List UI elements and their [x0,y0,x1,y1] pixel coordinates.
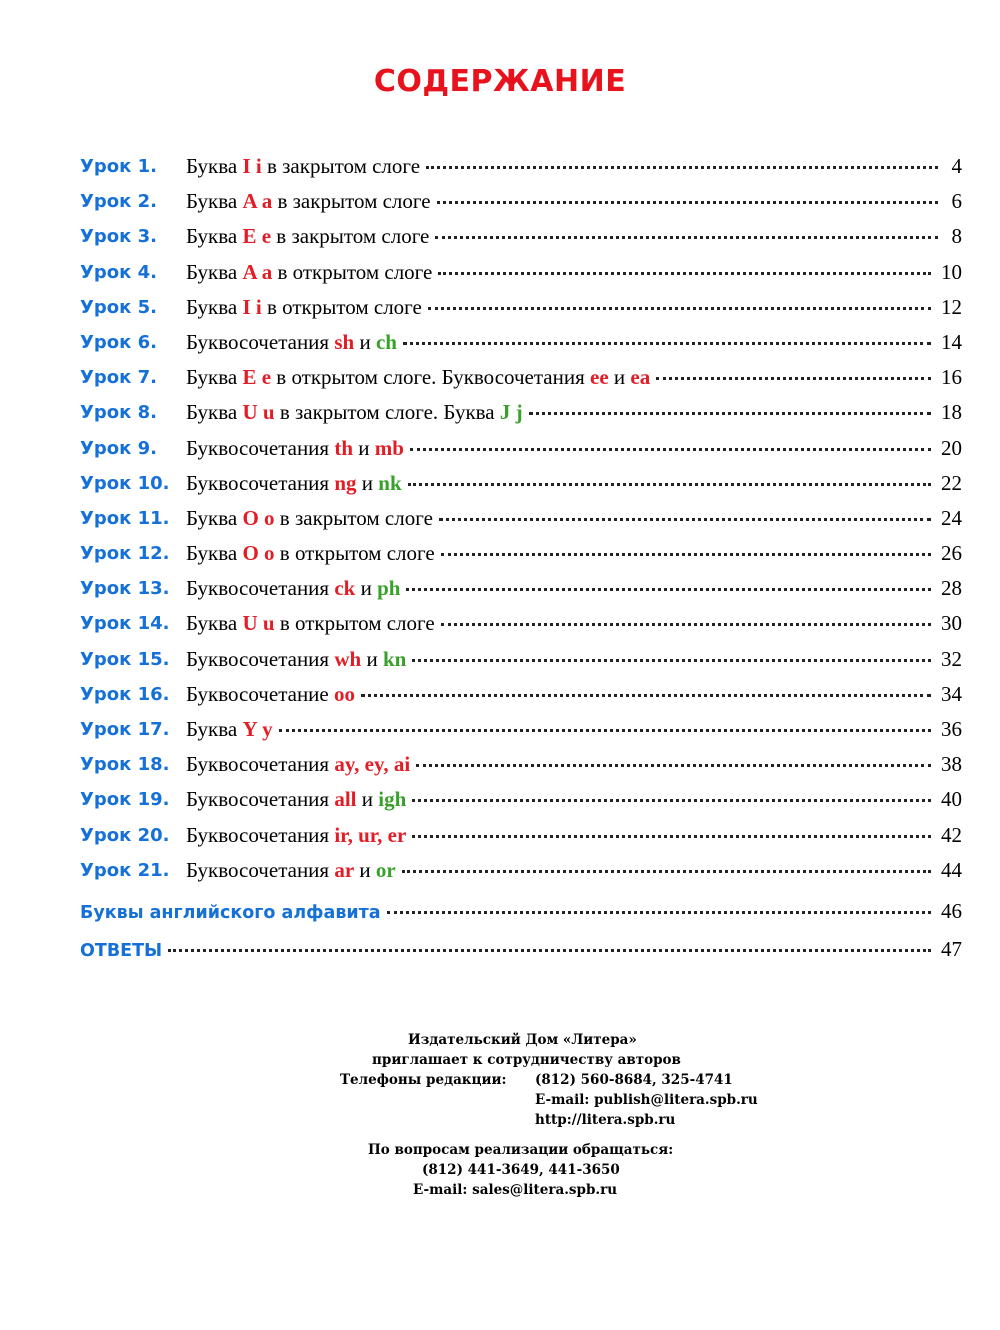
page-number: 32 [941,646,962,671]
page-number: 24 [941,505,962,530]
toc-entry [186,576,962,601]
dot-leader [410,448,931,451]
toc-entry [186,295,962,320]
highlighted-letters: ck [334,576,356,601]
highlighted-letters: or [375,857,396,882]
dot-leader [412,835,931,838]
toc-row[interactable] [80,326,962,361]
highlighted-letters: ng [334,470,357,495]
lesson-number: Урок 7. [80,367,157,389]
toc-entry [186,787,962,812]
page-number: 28 [941,576,962,601]
dot-leader [412,799,931,802]
toc-row[interactable] [80,643,962,678]
lesson-number: Урок 11. [80,507,170,529]
highlighted-letters: ph [377,576,401,601]
page-number: 6 [951,189,962,214]
entry-text: в открытом слоге [261,294,422,319]
toc-row[interactable] [80,502,962,537]
toc-row[interactable] [80,396,962,431]
lesson-number: Урок 15. [80,648,170,670]
highlighted-letters: O o [242,505,275,530]
lesson-number: Урок 1. [80,156,157,177]
publisher-name: Издательский Дом «Литера» [408,1032,637,1048]
lesson-number: Урок 19. [80,789,170,811]
page-number: 34 [941,681,962,706]
page-number: 38 [941,752,962,777]
dot-leader [656,377,931,380]
highlighted-letters: E e [242,224,272,249]
sales-phones: (812) 441-3649, 441-3650 [422,1162,620,1178]
toc-row[interactable] [80,678,962,713]
sales-title: По вопросам реализации обращаться: [368,1142,674,1158]
lesson-number: Урок 2. [80,191,157,213]
highlighted-letters: Y y [242,717,273,741]
dot-leader [441,553,931,556]
highlighted-letters: O o [242,541,275,566]
toc-row[interactable] [80,748,962,783]
lesson-number: Урок 17. [80,719,170,740]
lesson-number: Урок 18. [80,754,170,776]
entry-text: в открытом слоге [274,611,435,636]
entry-text: в закрытом слоге [272,189,431,214]
page-number: 40 [941,787,962,812]
entry-text: Буква [186,717,243,741]
entry-text: Буквосочетания [186,435,335,460]
page-number: 42 [941,822,962,847]
toc-row[interactable] [80,929,962,969]
dot-leader [439,518,931,521]
highlighted-letters: I i [242,294,262,319]
highlighted-letters: J j [499,400,523,425]
toc-row[interactable] [80,889,962,929]
dot-leader [428,307,931,310]
toc-entry [186,400,962,425]
toc-entry [186,224,962,249]
entry-text: Буква [186,259,243,284]
entry-text: и [361,646,383,671]
toc-entry [186,858,962,883]
highlighted-letters: ir, ur, er [334,822,407,847]
toc-entry [186,682,962,707]
page-number: 18 [941,400,962,425]
entry-text: в открытом слоге [272,259,433,284]
dot-leader [387,911,931,914]
toc-entry [186,717,962,742]
lesson-number: Урок 14. [80,613,170,635]
dot-leader [416,764,931,767]
entry-text: Буквосочетания [186,857,335,882]
section-label: Буквы английского алфавита [80,902,381,923]
phones-label: Телефоны редакции: [340,1072,507,1088]
toc-row[interactable] [80,256,962,291]
dot-leader [426,166,938,169]
toc-entry [186,260,962,285]
toc-row[interactable] [80,291,962,326]
entry-text: и [356,470,379,495]
toc-row[interactable] [80,361,962,396]
entry-text: Буквосочетания [186,576,335,601]
page-number: 8 [951,224,962,249]
entry-text: и [608,365,631,390]
entry-text: Буква [186,505,243,530]
entry-text: Буква [186,294,243,319]
dot-leader [529,412,931,415]
highlighted-letters: E e [242,365,272,390]
page-number: 14 [941,329,962,354]
lesson-number: Урок 5. [80,296,157,318]
page-number: 44 [941,857,962,882]
toc-row[interactable] [80,467,962,502]
entry-text: Буквосочетания [186,470,335,495]
page-number: 10 [941,259,962,284]
highlighted-letters: U u [242,400,275,425]
entry-text: Буквосочетания [186,787,335,812]
page-number: 16 [941,365,962,390]
page-number: 12 [941,294,962,319]
lesson-number: Урок 12. [80,543,170,565]
page-number: 30 [941,611,962,636]
highlighted-letters: nk [378,470,402,495]
toc-entry [80,899,962,924]
dot-leader [168,949,931,952]
lesson-number: Урок 4. [80,261,157,283]
section-label: ОТВЕТЫ [80,940,163,961]
entry-text: и [356,787,379,812]
toc-row[interactable] [80,713,962,748]
dot-leader [408,483,931,486]
entry-text: в закрытом слоге. Буква [274,400,500,425]
toc-entry [186,506,962,531]
table-of-contents [80,150,962,969]
entry-text: в открытом слоге. Буквосочетания [271,365,590,390]
entry-text: Буква [186,189,243,214]
highlighted-letters: kn [382,646,407,671]
lesson-number: Урок 21. [80,859,170,881]
toc-entry [186,330,962,355]
entry-text: и [354,857,376,882]
highlighted-letters: ay, ey, ai [334,752,411,777]
toc-row[interactable] [80,819,962,854]
entry-text: и [353,435,375,460]
page-number: 47 [941,936,962,961]
page-number: 26 [941,541,962,566]
highlighted-letters: all [334,787,357,812]
highlighted-letters: I i [242,154,262,178]
toc-row[interactable] [80,783,962,818]
toc-row[interactable] [80,854,962,889]
lesson-number: Урок 16. [80,683,170,705]
lesson-number: Урок 13. [80,578,170,600]
highlighted-letters: ee [590,365,609,390]
page-number: 20 [941,435,962,460]
lesson-number: Урок 10. [80,472,170,494]
entry-text: Буква [186,365,243,390]
entry-text: Буква [186,400,243,425]
highlighted-letters: U u [242,611,275,636]
page-number: 4 [951,154,962,178]
phones-value: (812) 560-8684, 325-4741 [535,1072,733,1088]
toc-entry [186,436,962,461]
page-number: 36 [941,717,962,741]
toc-row[interactable] [80,432,962,467]
toc-entry [186,611,962,636]
lesson-number: Урок 3. [80,226,157,248]
dot-leader [412,659,931,662]
highlighted-letters: sh [334,329,355,354]
lesson-number: Урок 20. [80,824,170,846]
entry-text: и [354,329,376,354]
toc-entry [186,752,962,777]
website-value: http://litera.spb.ru [535,1112,676,1128]
entry-text: в открытом слоге [274,541,435,566]
dot-leader [438,272,931,275]
lesson-number: Урок 8. [80,402,157,424]
entry-text: Буквосочетания [186,752,335,777]
dot-leader [437,201,938,204]
page-number: 22 [941,470,962,495]
dot-leader [435,236,938,239]
entry-text: Буква [186,611,243,636]
email-value: E-mail: publish@litera.spb.ru [535,1092,758,1108]
toc-entry [186,365,962,390]
highlighted-letters: igh [378,787,407,812]
entry-text: Буквосочетание [186,681,334,706]
entry-text: Буквосочетания [186,329,335,354]
dot-leader [406,588,931,591]
entry-text: Буква [186,224,243,249]
highlighted-letters: mb [374,435,404,460]
page-title: СОДЕРЖАНИЕ [373,64,627,99]
highlighted-letters: oo [334,681,355,706]
page-number: 46 [941,898,962,923]
toc-entry [186,154,962,179]
sales-email: E-mail: sales@litera.spb.ru [413,1182,618,1198]
toc-row[interactable] [80,220,962,255]
toc-row[interactable] [80,185,962,220]
entry-text: Буквосочетания [186,822,335,847]
dot-leader [402,870,931,873]
highlighted-letters: th [334,435,354,460]
toc-row[interactable] [80,607,962,642]
highlighted-letters: wh [334,646,362,671]
toc-entry [186,471,962,496]
highlighted-letters: A a [242,189,273,214]
entry-text: Буква [186,541,243,566]
toc-row[interactable] [80,150,962,185]
toc-entry [186,647,962,672]
dot-leader [361,694,931,697]
highlighted-letters: ar [334,857,355,882]
dot-leader [441,623,931,626]
toc-entry [186,541,962,566]
entry-text: в закрытом слоге [261,154,421,178]
entry-text: Буква [186,154,243,178]
invite-text: приглашает к сотрудничеству авторов [372,1052,681,1068]
entry-text: Буквосочетания [186,646,335,671]
dot-leader [403,342,931,345]
toc-entry [186,189,962,214]
lesson-number: Урок 9. [80,437,157,459]
toc-row[interactable] [80,537,962,572]
toc-entry [80,937,962,962]
toc-row[interactable] [80,572,962,607]
lesson-number: Урок 6. [80,331,157,353]
entry-text: в закрытом слоге [274,505,433,530]
dot-leader [279,729,931,732]
toc-entry [186,823,962,848]
entry-text: и [355,576,378,601]
highlighted-letters: A a [242,259,273,284]
highlighted-letters: ea [630,365,651,390]
highlighted-letters: ch [375,329,397,354]
entry-text: в закрытом слоге [271,224,430,249]
